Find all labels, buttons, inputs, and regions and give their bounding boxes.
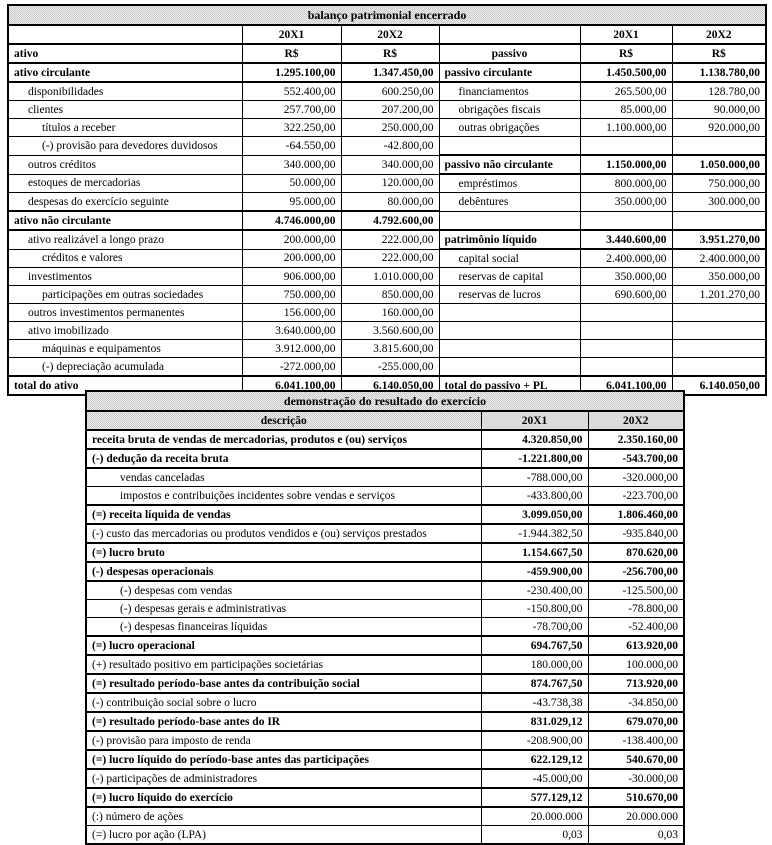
dre-value-20x1: 622.129,12 (481, 750, 588, 769)
dre-line-label: (=) resultado período-base antes do IR (86, 712, 481, 731)
ativo-value-20x1: 340.000,00 (242, 155, 341, 174)
dre-value-20x2: -125.500,00 (588, 581, 684, 600)
dre-value-20x1: -45.000,00 (481, 769, 588, 788)
income-statement-row (86, 600, 684, 618)
income-statement-title-row (86, 391, 684, 411)
ativo-value-20x2: 80.000,00 (341, 193, 439, 212)
passivo-value-20x2: 6.140.050,00 (672, 376, 766, 395)
ativo-value-20x2: 222.000,00 (341, 249, 439, 268)
income-statement-row (86, 788, 684, 807)
dre-value-20x2: 0,03 (588, 826, 684, 845)
dre-value-20x2: -34.850,00 (588, 693, 684, 712)
dre-line-label: (=) lucro por ação (LPA) (86, 826, 481, 845)
ativo-value-20x2: 120.000,00 (341, 174, 439, 193)
income-statement-row (86, 636, 684, 655)
balance-sheet-row (8, 304, 766, 322)
dre-line-label: (+) resultado positivo em participações societárias (86, 655, 481, 674)
dre-value-20x1: 694.767,50 (481, 636, 588, 655)
empty-header-cell (8, 25, 242, 44)
ativo-account-label: estoques de mercadorias (8, 174, 242, 193)
dre-line-label: (-) custo das mercadorias ou produtos vendidos e (ou) serviços prestados (86, 524, 481, 543)
dre-value-20x1: -230.400,00 (481, 581, 588, 600)
passivo-value-20x2: 300.000,00 (672, 193, 766, 212)
ativo-section-header: ativo (8, 44, 242, 63)
ativo-account-label: máquinas e equipamentos (8, 340, 242, 358)
passivo-account-label: passivo circulante (439, 63, 580, 82)
dre-value-20x1: 874.767,50 (481, 674, 588, 693)
ativo-account-label: ativo imobilizado (8, 322, 242, 340)
income-statement-row (86, 505, 684, 524)
passivo-value-20x1 (580, 358, 672, 377)
income-statement-row (86, 524, 684, 543)
balance-sheet-row (8, 63, 766, 82)
col-header-passivo-20x1: 20X1 (580, 25, 672, 44)
col-header-ativo-20x1: 20X1 (242, 25, 341, 44)
passivo-value-20x1: 2.400.000,00 (580, 249, 672, 268)
passivo-value-20x1: 350.000,00 (580, 193, 672, 212)
ativo-value-20x2: 222.000,00 (341, 230, 439, 249)
ativo-value-20x2: 160.000,00 (341, 304, 439, 322)
passivo-value-20x2 (672, 358, 766, 377)
ativo-value-20x2: -255.000,00 (341, 358, 439, 377)
dre-value-20x2: 100.000,00 (588, 655, 684, 674)
income-statement-row (86, 468, 684, 487)
income-statement-row (86, 712, 684, 731)
dre-line-label: (-) participações de administradores (86, 769, 481, 788)
dre-value-20x1: 831.029,12 (481, 712, 588, 731)
balance-sheet-row (8, 268, 766, 286)
currency-header: R$ (580, 44, 672, 63)
ativo-value-20x2: 340.000,00 (341, 155, 439, 174)
balance-sheet-row (8, 340, 766, 358)
ativo-value-20x2: 4.792.600,00 (341, 211, 439, 230)
ativo-value-20x1: -64.550,00 (242, 137, 341, 156)
dre-line-label: (=) lucro líquido do período-base antes das participações (86, 750, 481, 769)
income-statement-row (86, 449, 684, 468)
col-header-passivo-20x2: 20X2 (672, 25, 766, 44)
dre-line-label: impostos e contribuições incidentes sobre vendas e serviços (86, 487, 481, 506)
passivo-value-20x2: 750.000,00 (672, 174, 766, 193)
passivo-account-label: debêntures (439, 193, 580, 212)
income-statement-row (86, 487, 684, 506)
dre-value-20x2: 540.670,00 (588, 750, 684, 769)
income-statement-row (86, 750, 684, 769)
dre-line-label: (-) despesas com vendas (86, 581, 481, 600)
passivo-account-label: reservas de capital (439, 268, 580, 286)
income-statement-row (86, 618, 684, 637)
dre-line-label: (=) lucro operacional (86, 636, 481, 655)
passivo-value-20x1: 265.500,00 (580, 82, 672, 101)
dre-line-label: (-) dedução da receita bruta (86, 449, 481, 468)
ativo-account-label: outros créditos (8, 155, 242, 174)
passivo-value-20x1: 690.600,00 (580, 286, 672, 304)
ativo-value-20x2: 1.347.450,00 (341, 63, 439, 82)
passivo-value-20x2 (672, 304, 766, 322)
ativo-value-20x1: 3.912.000,00 (242, 340, 341, 358)
passivo-value-20x2: 3.951.270,00 (672, 230, 766, 249)
ativo-account-label: total do ativo (8, 376, 242, 395)
passivo-value-20x2: 2.400.000,00 (672, 249, 766, 268)
ativo-account-label: despesas do exercício seguinte (8, 193, 242, 212)
passivo-account-label (439, 322, 580, 340)
balance-sheet-row (8, 211, 766, 230)
ativo-value-20x1: 95.000,00 (242, 193, 341, 212)
passivo-account-label (439, 304, 580, 322)
dre-value-20x2: 2.350.160,00 (588, 430, 684, 449)
passivo-value-20x1 (580, 137, 672, 156)
income-statement-row (86, 430, 684, 449)
ativo-account-label: ativo circulante (8, 63, 242, 82)
ativo-account-label: créditos e valores (8, 249, 242, 268)
ativo-value-20x2: 250.000,00 (341, 119, 439, 137)
ativo-value-20x1: 6.041.100,00 (242, 376, 341, 395)
income-statement-row (86, 543, 684, 562)
ativo-account-label: ativo realizável a longo prazo (8, 230, 242, 249)
income-statement-row (86, 731, 684, 750)
passivo-account-label (439, 137, 580, 156)
balance-sheet-row (8, 193, 766, 212)
dre-value-20x1: 4.320.850,00 (481, 430, 588, 449)
dre-value-20x1: 20.000.000 (481, 807, 588, 826)
dre-value-20x1: -433.800,00 (481, 487, 588, 506)
passivo-value-20x1: 3.440.600,00 (580, 230, 672, 249)
passivo-value-20x2: 128.780,00 (672, 82, 766, 101)
dre-value-20x1: -1.221.800,00 (481, 449, 588, 468)
ativo-account-label: investimentos (8, 268, 242, 286)
ativo-account-label: disponibilidades (8, 82, 242, 101)
income-statement-title: demonstração do resultado do exercício (86, 391, 684, 411)
dre-value-20x1: 1.154.667,50 (481, 543, 588, 562)
balance-sheet-row (8, 119, 766, 137)
passivo-account-label: outras obrigações (439, 119, 580, 137)
balance-sheet-row (8, 249, 766, 268)
passivo-account-label (439, 358, 580, 377)
ativo-account-label: títulos a receber (8, 119, 242, 137)
ativo-value-20x1: 906.000,00 (242, 268, 341, 286)
ativo-value-20x1: 3.640.000,00 (242, 322, 341, 340)
dre-line-label: (-) contribuição social sobre o lucro (86, 693, 481, 712)
income-statement-row (86, 655, 684, 674)
passivo-value-20x2: 920.000,00 (672, 119, 766, 137)
ativo-value-20x1: 156.000,00 (242, 304, 341, 322)
dre-value-20x1: 577.129,12 (481, 788, 588, 807)
ativo-value-20x1: 552.400,00 (242, 82, 341, 101)
col-header-dre-20x1: 20X1 (481, 411, 588, 430)
dre-value-20x2: -543.700,00 (588, 449, 684, 468)
ativo-value-20x2: -42.800,00 (341, 137, 439, 156)
passivo-value-20x2: 1.138.780,00 (672, 63, 766, 82)
dre-line-label: (-) despesas financeiras líquidas (86, 618, 481, 637)
dre-value-20x2: 679.070,00 (588, 712, 684, 731)
balance-sheet-row (8, 322, 766, 340)
passivo-value-20x2 (672, 137, 766, 156)
dre-value-20x2: 870.620,00 (588, 543, 684, 562)
empty-header-cell (439, 25, 580, 44)
passivo-value-20x1: 6.041.100,00 (580, 376, 672, 395)
balance-sheet-table (7, 4, 767, 396)
passivo-value-20x2 (672, 211, 766, 230)
dre-line-label: (-) provisão para imposto de renda (86, 731, 481, 750)
ativo-account-label: outros investimentos permanentes (8, 304, 242, 322)
passivo-section-header: passivo (439, 44, 580, 63)
passivo-value-20x1: 1.100.000,00 (580, 119, 672, 137)
dre-value-20x1: -788.000,00 (481, 468, 588, 487)
dre-value-20x2: 613.920,00 (588, 636, 684, 655)
balance-sheet-row (8, 286, 766, 304)
ativo-value-20x2: 6.140.050,00 (341, 376, 439, 395)
ativo-account-label: (-) depreciação acumulada (8, 358, 242, 377)
passivo-value-20x2: 90.000,00 (672, 101, 766, 119)
income-statement-row (86, 807, 684, 826)
passivo-value-20x2: 1.201.270,00 (672, 286, 766, 304)
income-statement-row (86, 562, 684, 581)
passivo-account-label: obrigações fiscais (439, 101, 580, 119)
passivo-value-20x1 (580, 322, 672, 340)
dre-value-20x2: -52.400,00 (588, 618, 684, 637)
passivo-account-label (439, 211, 580, 230)
balance-sheet-title: balanço patrimonial encerrado (8, 5, 766, 25)
col-header-descricao: descrição (86, 411, 481, 430)
dre-line-label: (-) despesas gerais e administrativas (86, 600, 481, 618)
ativo-value-20x2: 207.200,00 (341, 101, 439, 119)
balance-sheet-year-header-row (8, 25, 766, 44)
col-header-dre-20x2: 20X2 (588, 411, 684, 430)
ativo-value-20x2: 3.815.600,00 (341, 340, 439, 358)
dre-value-20x2: 20.000.000 (588, 807, 684, 826)
passivo-account-label: total do passivo + PL (439, 376, 580, 395)
dre-value-20x1: 3.099.050,00 (481, 505, 588, 524)
passivo-value-20x1: 85.000,00 (580, 101, 672, 119)
dre-line-label: (=) lucro bruto (86, 543, 481, 562)
ativo-value-20x1: 200.000,00 (242, 230, 341, 249)
balance-sheet-title-row (8, 5, 766, 25)
income-statement-row (86, 693, 684, 712)
passivo-account-label: empréstimos (439, 174, 580, 193)
ativo-account-label: clientes (8, 101, 242, 119)
ativo-value-20x1: 257.700,00 (242, 101, 341, 119)
passivo-account-label: capital social (439, 249, 580, 268)
ativo-value-20x1: 200.000,00 (242, 249, 341, 268)
currency-header: R$ (672, 44, 766, 63)
ativo-value-20x2: 600.250,00 (341, 82, 439, 101)
ativo-value-20x1: 750.000,00 (242, 286, 341, 304)
income-statement-row (86, 581, 684, 600)
passivo-value-20x1 (580, 340, 672, 358)
ativo-value-20x2: 3.560.600,00 (341, 322, 439, 340)
dre-value-20x2: 1.806.460,00 (588, 505, 684, 524)
dre-line-label: (=) resultado período-base antes da contribuição social (86, 674, 481, 693)
dre-line-label: (=) receita líquida de vendas (86, 505, 481, 524)
dre-value-20x1: -150.800,00 (481, 600, 588, 618)
dre-value-20x2: -138.400,00 (588, 731, 684, 750)
ativo-value-20x1: 50.000,00 (242, 174, 341, 193)
passivo-value-20x1 (580, 211, 672, 230)
passivo-value-20x1 (580, 304, 672, 322)
currency-header: R$ (341, 44, 439, 63)
dre-value-20x1: 180.000,00 (481, 655, 588, 674)
ativo-value-20x1: -272.000,00 (242, 358, 341, 377)
passivo-value-20x2: 350.000,00 (672, 268, 766, 286)
dre-value-20x1: -78.700,00 (481, 618, 588, 637)
col-header-ativo-20x2: 20X2 (341, 25, 439, 44)
ativo-account-label: ativo não circulante (8, 211, 242, 230)
dre-value-20x2: -78.800,00 (588, 600, 684, 618)
income-statement-row (86, 674, 684, 693)
income-statement-header-row (86, 411, 684, 430)
passivo-value-20x1: 1.450.500,00 (580, 63, 672, 82)
ativo-account-label: participações em outras sociedades (8, 286, 242, 304)
passivo-account-label: financiamentos (439, 82, 580, 101)
passivo-account-label (439, 340, 580, 358)
balance-sheet-row (8, 358, 766, 377)
ativo-value-20x1: 322.250,00 (242, 119, 341, 137)
income-statement-table (85, 390, 685, 845)
dre-value-20x2: -223.700,00 (588, 487, 684, 506)
ativo-value-20x2: 850.000,00 (341, 286, 439, 304)
passivo-account-label: patrimônio líquido (439, 230, 580, 249)
ativo-value-20x1: 4.746.000,00 (242, 211, 341, 230)
balance-sheet-row (8, 101, 766, 119)
balance-sheet-row (8, 230, 766, 249)
dre-value-20x1: -459.900,00 (481, 562, 588, 581)
dre-value-20x1: -208.900,00 (481, 731, 588, 750)
dre-value-20x1: -43.738,38 (481, 693, 588, 712)
dre-value-20x2: -256.700,00 (588, 562, 684, 581)
balance-sheet-row (8, 174, 766, 193)
balance-sheet-row (8, 155, 766, 174)
dre-value-20x2: 713.920,00 (588, 674, 684, 693)
dre-line-label: (-) despesas operacionais (86, 562, 481, 581)
ativo-account-label: (-) provisão para devedores duvidosos (8, 137, 242, 156)
passivo-value-20x2 (672, 340, 766, 358)
dre-line-label: (:) número de ações (86, 807, 481, 826)
dre-line-label: receita bruta de vendas de mercadorias, produtos e (ou) serviços (86, 430, 481, 449)
passivo-value-20x1: 350.000,00 (580, 268, 672, 286)
dre-line-label: vendas canceladas (86, 468, 481, 487)
balance-sheet-section-header-row (8, 44, 766, 63)
dre-value-20x2: -30.000,00 (588, 769, 684, 788)
dre-value-20x2: -320.000,00 (588, 468, 684, 487)
currency-header: R$ (242, 44, 341, 63)
balance-sheet-row (8, 82, 766, 101)
balance-sheet-row (8, 137, 766, 156)
passivo-value-20x1: 1.150.000,00 (580, 155, 672, 174)
passivo-value-20x2 (672, 322, 766, 340)
ativo-value-20x2: 1.010.000,00 (341, 268, 439, 286)
passivo-value-20x2: 1.050.000,00 (672, 155, 766, 174)
dre-value-20x2: 510.670,00 (588, 788, 684, 807)
ativo-value-20x1: 1.295.100,00 (242, 63, 341, 82)
passivo-value-20x1: 800.000,00 (580, 174, 672, 193)
dre-line-label: (=) lucro líquido do exercício (86, 788, 481, 807)
passivo-account-label: passivo não circulante (439, 155, 580, 174)
dre-value-20x2: -935.840,00 (588, 524, 684, 543)
dre-value-20x1: 0,03 (481, 826, 588, 845)
passivo-account-label: reservas de lucros (439, 286, 580, 304)
dre-value-20x1: -1.944.382,50 (481, 524, 588, 543)
income-statement-row (86, 826, 684, 845)
income-statement-row (86, 769, 684, 788)
